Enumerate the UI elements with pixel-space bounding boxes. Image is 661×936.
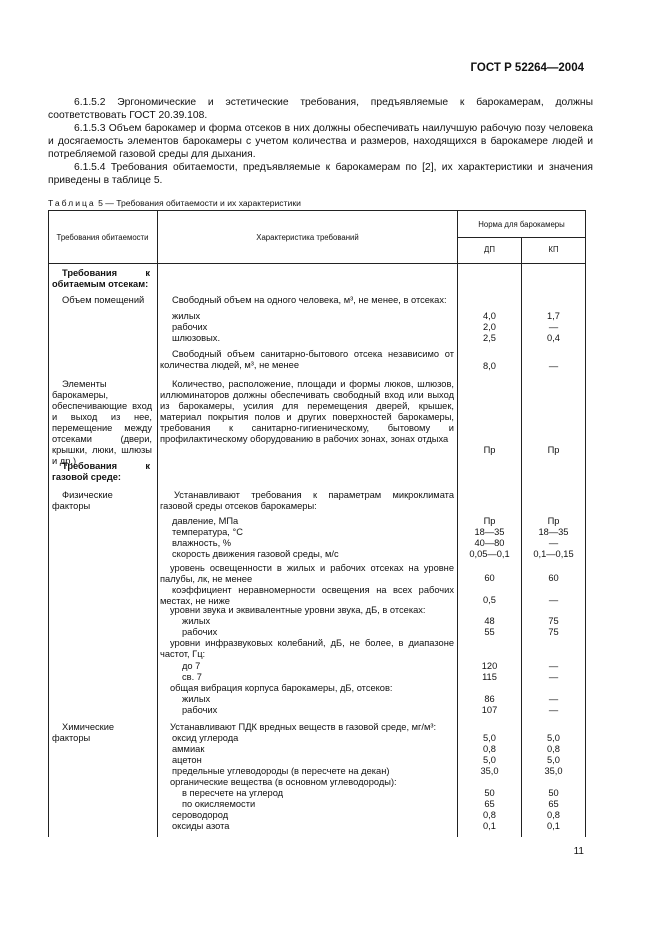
chemical-factors-label: Химические факторы (52, 722, 115, 743)
row-value-dp: 48 (484, 616, 495, 626)
unevenness-dp: 0,5 (483, 595, 496, 605)
row-value-kp: 0,8 (547, 810, 560, 820)
row-value-kp: 50 (548, 788, 559, 798)
row-value-kp: — (548, 661, 559, 671)
sanitary-kp: — (548, 361, 559, 371)
paragraph-6-1-5-3: 6.1.5.3 Объем барокамер и форма отсеков в них должны обеспечивать наилучшую рабочую позу человека и досягаемость элементов барокамеры с учетом количества и размеров, находящихся в барокамере людей и потребляемой газовой среды для дыхания. (48, 123, 593, 160)
row-label: по окисляемости (182, 799, 256, 809)
row-value-dp: 40—80 (474, 538, 505, 548)
unevenness-text: коэффициент неравномерности освещения на всех рабочих местах, не ниже (160, 585, 454, 606)
row-value-dp: 2,0 (483, 322, 496, 332)
row-value-dp: 107 (481, 705, 498, 715)
row-value-kp: — (548, 538, 559, 548)
row-value-kp: 1,7 (547, 311, 560, 321)
organic-intro: органические вещества (в основном углеводороды): (170, 777, 397, 787)
row-label: рабочих (182, 627, 218, 637)
row-label: до 7 (182, 661, 201, 671)
row-value-dp: 65 (484, 799, 495, 809)
row-label: температура, °С (172, 527, 243, 537)
row-value-kp: — (548, 672, 559, 682)
infra-intro: уровни инфразвуковых колебаний, дБ, не более, в диапазоне частот, Гц: (160, 638, 454, 659)
row-value-dp: 0,8 (483, 810, 496, 820)
elements-label: Элементы барокамеры, обеспечивающие вход и выход из нее, перемещение между отсеками (двери, крышки, люки, шлюзы и др.) (52, 379, 152, 466)
row-label: предельные углеводороды (в пересчете на декан) (172, 766, 390, 776)
row-label: шлюзовых. (172, 333, 221, 343)
row-value-dp: 5,0 (483, 755, 496, 765)
row-label: скорость движения газовой среды, м/с (172, 549, 339, 559)
row-label: аммиак (172, 744, 205, 754)
chemical-intro: Устанавливают ПДК вредных веществ в газовой среде, мг/м³: (170, 722, 437, 732)
unevenness-kp: — (548, 595, 559, 605)
row-value-kp: — (548, 322, 559, 332)
paragraph-6-1-5-2: 6.1.5.2 Эргономические и эстетические требования, предъявляемые к барокамерам, должны соответствовать ГОСТ 20.39.108. (48, 97, 593, 121)
row-value-kp: 35,0 (544, 766, 563, 776)
free-volume-text: Свободный объем на одного человека, м³, не менее, в отсеках: (172, 295, 447, 305)
lighting-text: уровень освещенности в жилых и рабочих отсеках на уровне палубы, лк, не менее (160, 563, 454, 584)
row-value-kp: 18—35 (538, 527, 569, 537)
elements-dp: Пр (483, 445, 496, 455)
elements-kp: Пр (547, 445, 560, 455)
row-label: жилых (182, 616, 211, 626)
row-value-kp: 5,0 (547, 733, 560, 743)
row-label: оксиды азота (172, 821, 230, 831)
section-habitable-compartments: Требования к обитаемым отсекам: (52, 268, 150, 289)
row-value-kp: — (548, 694, 559, 704)
lighting-kp: 60 (548, 573, 559, 583)
row-value-kp: 0,8 (547, 744, 560, 754)
sanitary-text: Свободный объем санитарно-бытового отсека независимо от количества людей, м³, не менее (160, 349, 454, 370)
row-value-dp: 86 (484, 694, 495, 704)
row-value-kp: 5,0 (547, 755, 560, 765)
section-gas-environment: Требования к газовой среде: (52, 461, 150, 482)
volume-label: Объем помещений (62, 295, 145, 305)
row-value-dp: 18—35 (474, 527, 505, 537)
row-label: в пересчете на углерод (182, 788, 284, 798)
table-caption: Таблица 5 — Требования обитаемости и их характеристики (48, 198, 301, 208)
row-value-kp: 0,4 (547, 333, 560, 343)
row-value-dp: 5,0 (483, 733, 496, 743)
row-value-kp: Пр (547, 516, 560, 526)
document-header: ГОСТ Р 52264—2004 (470, 62, 584, 74)
col-header-norm: Норма для барокамеры (478, 220, 565, 229)
col-header-requirements: Требования обитаемости (56, 233, 149, 242)
paragraph-6-1-5-4: 6.1.5.4 Требования обитаемости, предъявляемые к барокамерам по [2], их характеристики и значения приведены в таблице 5. (48, 162, 593, 186)
row-value-kp: 75 (548, 616, 559, 626)
row-value-dp: 4,0 (483, 311, 496, 321)
row-value-kp: — (548, 705, 559, 715)
row-value-dp: 55 (484, 627, 495, 637)
row-value-dp: Пр (483, 516, 496, 526)
row-value-kp: 0,1—0,15 (533, 549, 574, 559)
col-header-dp: ДП (484, 245, 495, 254)
elements-text: Количество, расположение, площади и формы люков, шлюзов, иллюминаторов должны обеспечивать свободный вход или выход из барокамеры, усилия для перемещения дверей, крышек, материал покрытия полов и других поверхностей барокамеры, требования к санитарно-гигиеническому, бытовому и профилактическому оборудованию в рабочих зонах, зонах отдыха (160, 379, 454, 444)
physical-intro: Устанавливают требования к параметрам микроклимата газовой среды отсеков барокамеры: (160, 490, 454, 511)
row-label: давление, МПа (172, 516, 239, 526)
row-value-dp: 120 (481, 661, 498, 671)
row-value-kp: 65 (548, 799, 559, 809)
vibration-intro: общая вибрация корпуса барокамеры, дБ, отсеков: (170, 683, 393, 693)
row-label: жилых (182, 694, 211, 704)
row-value-dp: 115 (482, 672, 497, 682)
row-label: оксид углерода (172, 733, 239, 743)
row-value-dp: 0,8 (483, 744, 496, 754)
row-label: св. 7 (182, 672, 202, 682)
row-value-dp: 0,05—0,1 (469, 549, 510, 559)
row-value-kp: 75 (548, 627, 559, 637)
row-label: ацетон (172, 755, 202, 765)
row-value-kp: 0,1 (547, 821, 560, 831)
row-label: рабочих (172, 322, 208, 332)
sanitary-dp: 8,0 (483, 361, 496, 371)
row-value-dp: 50 (484, 788, 495, 798)
row-value-dp: 0,1 (483, 821, 496, 831)
page-number: 11 (573, 846, 584, 857)
row-label: рабочих (182, 705, 218, 715)
col-header-kp: КП (548, 245, 559, 254)
col-header-characteristics: Характеристика требований (256, 233, 359, 242)
row-value-dp: 2,5 (483, 333, 496, 343)
sound-intro: уровни звука и эквивалентные уровни звука, дБ, в отсеках: (170, 605, 426, 615)
row-label: сероводород (172, 810, 229, 820)
physical-factors-label: Физические факторы (52, 490, 113, 511)
row-value-dp: 35,0 (480, 766, 499, 776)
lighting-dp: 60 (484, 573, 495, 583)
row-label: жилых (172, 311, 201, 321)
row-label: влажность, % (172, 538, 232, 548)
